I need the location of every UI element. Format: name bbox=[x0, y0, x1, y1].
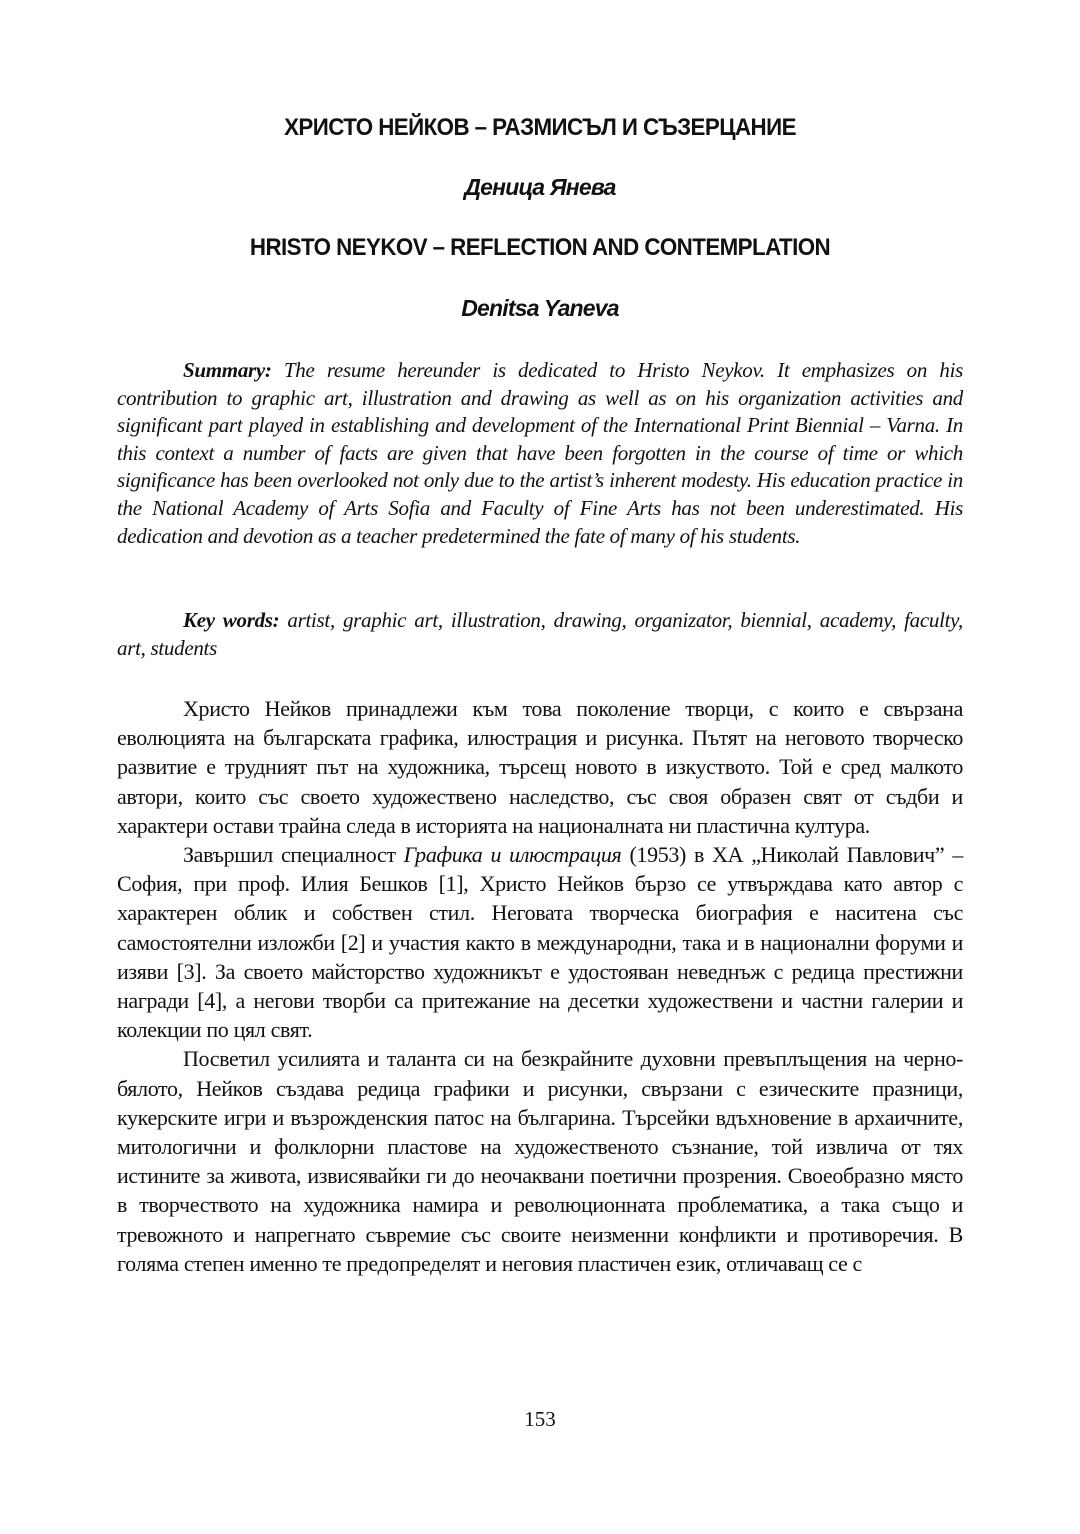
abstract-summary bbox=[117, 357, 963, 550]
paragraph-2-start: Завършил специалност bbox=[183, 842, 404, 868]
author-bulgarian: Деница Янева bbox=[464, 174, 616, 200]
summary-text: The resume hereunder is dedicated to Hristo Neykov. It emphasizes on his contribution to graphic art, illustration and drawing as well as on his organization activities and significant part played in establishing and development of the International Print Biennial – Varna. In this context a number of facts are given that have been forgotten in the course of time or which significance has been overlooked not only due to the artist’s inherent modesty. His education practice in the National Academy of Arts Sofia and Faculty of Fine Arts has not been underestimated. His dedication and devotion as a teacher predetermined the fate of many of his students. bbox=[117, 358, 963, 548]
abstract-keywords bbox=[117, 607, 963, 662]
keywords-text: artist, graphic art, illustration, drawing, organizator, biennial, academy, faculty, art, students bbox=[117, 608, 963, 660]
title-bulgarian: ХРИСТО НЕЙКОВ – РАЗМИСЪЛ И СЪЗЕРЦАНИЕ bbox=[284, 114, 796, 141]
title-english: HRISTO NEYKOV – REFLECTION AND CONTEMPLATION bbox=[249, 234, 831, 261]
keywords-label: Key words: bbox=[183, 608, 280, 632]
article-body bbox=[117, 694, 963, 1278]
summary-label: Summary: bbox=[183, 358, 272, 382]
body-paragraph-1: Христо Нейков принадлежи към това поколение творци, с които е свързана еволюцията на българската графика, илюстрация и рисунка. Пътят на неговото творческо развитие е трудният път на художника, търсещ новото в изкуството. Той е сред малкото автори, които със своето художествено наследство, със своя образен свят от съдби и характери остави трайна следа в историята на националната ни пластична култура. bbox=[117, 696, 963, 838]
body-paragraph-2 bbox=[117, 840, 963, 1044]
paragraph-2-rest: (1953) в ХА „Николай Павлович” – София, при проф. Илия Бешков [1], Христо Нейков бързо се утвърждава като автор с характерен облик и собствен стил. Неговата творческа биография е наситена със самостоятелни изложби [2] и участия както в международни, така и в национални форуми и изяви [3]. За своето майсторство художникът е удостояван неведнъж с редица престижни награди [4], а негови творби са притежание на десетки художествени и частни галерии и колекции по цял свят. bbox=[117, 842, 963, 1043]
body-paragraph-3: Посветил усилията и таланта си на безкрайните духовни превъплъщения на черно-бялото, Нейков създава редица графики и рисунки, свързани с езическите празници, кукерските игри и възрожденския патос на българина. Търсейки вдъхновение в архаичните, митологични и фолклорни пластове на художественото съзнание, той извлича от тях истините за живота, извисявайки ги до неочаквани поетични прозрения. Своеобразно място в творчеството на художника намира и революционната проблематика, а така също и тревожното и напрегнато съвремие със своите неизменни конфликти и противоречия. В голяма степен именно те предопределят и неговия пластичен език, отличаващ се с bbox=[117, 1046, 963, 1276]
page-number: 153 bbox=[524, 1407, 556, 1431]
author-english: Denitsa Yaneva bbox=[461, 295, 619, 321]
specialty-name: Графика и илюстрация bbox=[403, 842, 622, 868]
